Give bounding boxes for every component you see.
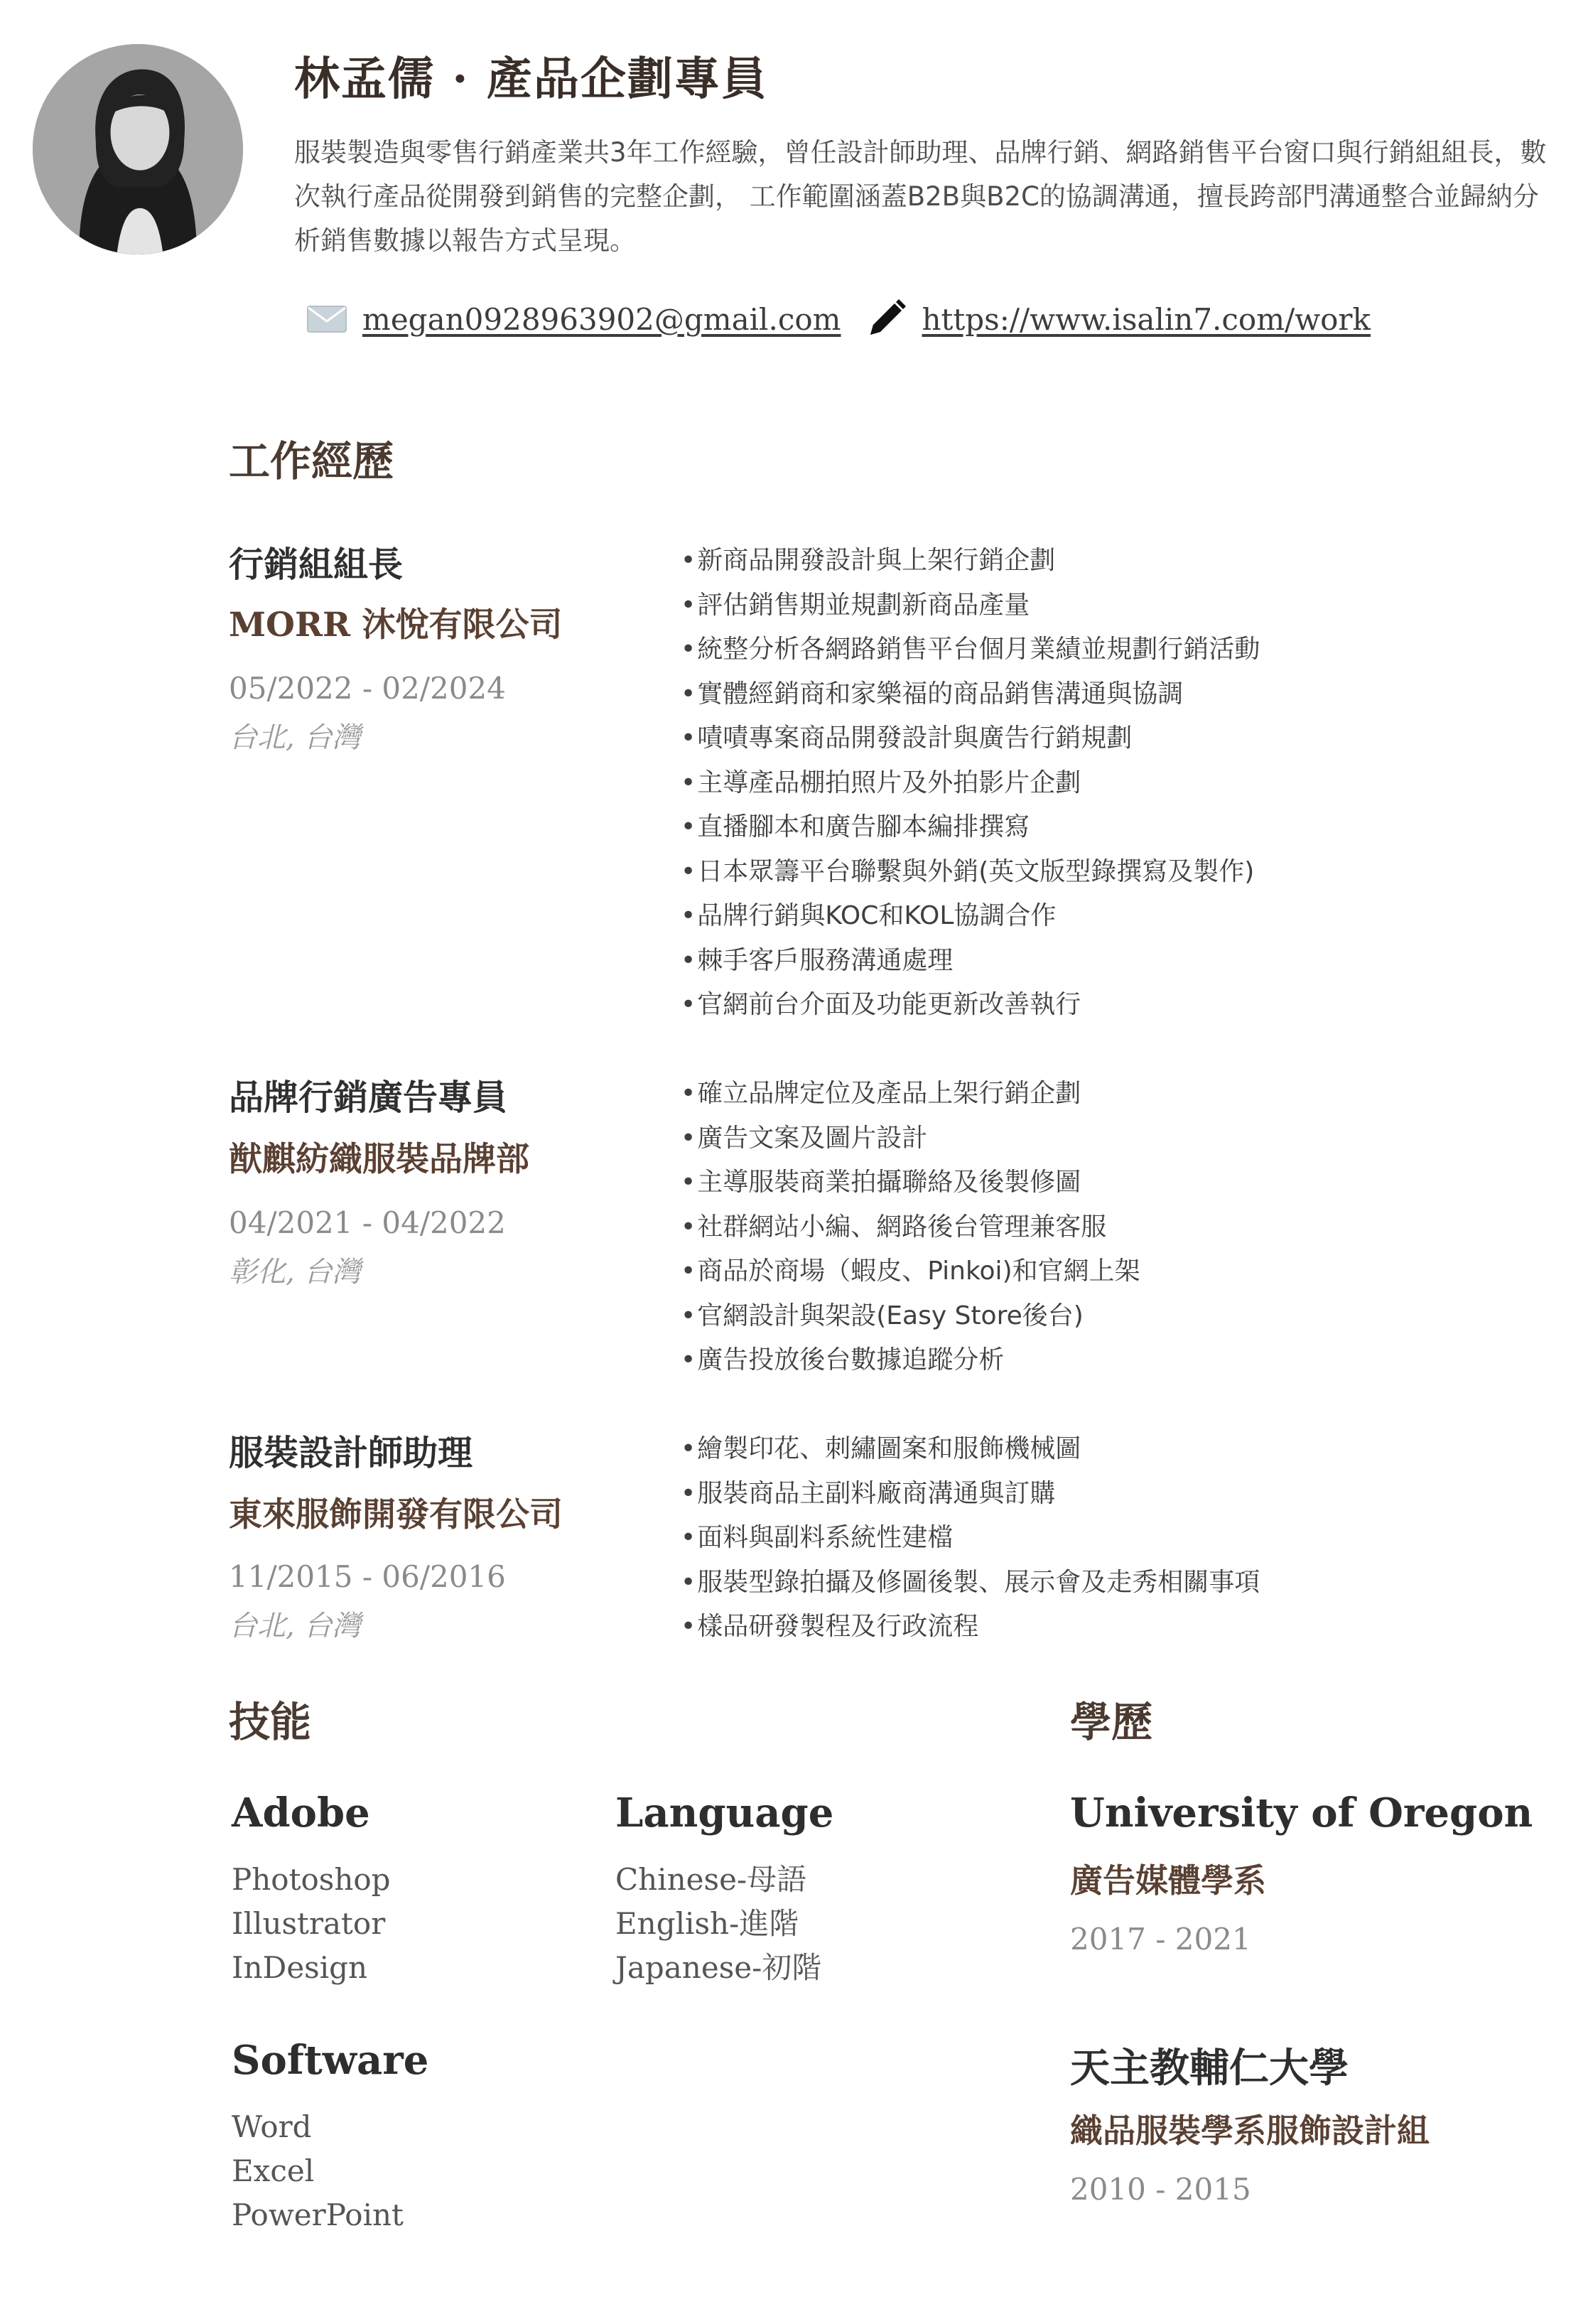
skill-list (615, 1858, 821, 1990)
skill-item: PowerPoint (232, 2197, 404, 2232)
contact-row (307, 294, 1371, 344)
job-dates: 04/2021 - 04/2022 (229, 1205, 506, 1240)
skill-group-title: Language (615, 1790, 834, 1836)
skills-heading: 技能 (229, 1698, 312, 1746)
job-dates: 11/2015 - 06/2016 (229, 1559, 506, 1594)
list-item: • 實體經銷商和家樂福的商品銷售溝通與協調 (681, 672, 1260, 717)
list-item: • 廣告文案及圖片設計 (681, 1117, 1140, 1161)
job-title: 品牌行銷廣告專員 (229, 1077, 508, 1118)
skill-item: Excel (232, 2153, 315, 2188)
job-location: 彰化, 台灣 (229, 1256, 361, 1289)
list-item: • 樣品研發製程及行政流程 (681, 1605, 1260, 1650)
job-company: 猷麒紡織服裝品牌部 (229, 1140, 529, 1179)
list-item: • 日本眾籌平台聯繫與外銷(英文版型錄撰寫及製作) (681, 850, 1260, 895)
skill-item: InDesign (232, 1950, 368, 1985)
website-link[interactable]: https://www.isalin7.com/work (922, 301, 1371, 337)
education-dates: 2010 - 2015 (1070, 2172, 1251, 2207)
list-item: • 面料與副料系統性建檔 (681, 1516, 1260, 1561)
job-responsibilities (681, 1072, 1140, 1383)
list-item: • 廣告投放後台數據追蹤分析 (681, 1338, 1140, 1383)
skill-list (232, 1858, 391, 1990)
list-item: • 直播腳本和廣告腳本編排撰寫 (681, 805, 1260, 850)
department-name: 廣告媒體學系 (1070, 1861, 1266, 1900)
skill-item: Chinese-母語 (615, 1862, 807, 1897)
list-item: • 棘手客戶服務溝通處理 (681, 939, 1260, 984)
email-link[interactable]: megan0928963902@gmail.com (362, 301, 841, 337)
list-item: • 嘖嘖專案商品開發設計與廣告行銷規劃 (681, 716, 1260, 761)
skill-item: Illustrator (232, 1906, 386, 1941)
list-item: • 官網前台介面及功能更新改善執行 (681, 983, 1260, 1028)
skill-item: English-進階 (615, 1906, 799, 1941)
list-item: • 新商品開發設計與上架行銷企劃 (681, 539, 1260, 583)
list-item: • 商品於商場（蝦皮、Pinkoi)和官網上架 (681, 1249, 1140, 1294)
name-title: 林孟儒 · 產品企劃專員 (294, 53, 768, 106)
list-item: • 社群網站小編、網路後台管理兼客服 (681, 1205, 1140, 1250)
skill-group-title: Software (232, 2037, 429, 2084)
list-item: • 主導產品棚拍照片及外拍影片企劃 (681, 761, 1260, 806)
job-company: 東來服飾開發有限公司 (229, 1495, 563, 1534)
job-responsibilities (681, 539, 1260, 1028)
education-dates: 2017 - 2021 (1070, 1922, 1251, 1957)
job-location: 台北, 台灣 (229, 721, 361, 754)
department-name: 織品服裝學系服飾設計組 (1070, 2111, 1430, 2150)
school-name: 天主教輔仁大學 (1070, 2045, 1349, 2092)
profile-photo (33, 44, 243, 254)
job-title: 服裝設計師助理 (229, 1432, 473, 1473)
skill-list (232, 2105, 404, 2237)
job-company: MORR 沐悅有限公司 (229, 606, 563, 645)
skill-item: Photoshop (232, 1862, 391, 1897)
list-item: • 服裝型錄拍攝及修圖後製、展示會及走秀相關事項 (681, 1561, 1260, 1605)
list-item: • 品牌行銷與KOC和KOL協調合作 (681, 894, 1260, 939)
job-title: 行銷組組長 (229, 544, 404, 585)
education-heading: 學歷 (1070, 1698, 1153, 1746)
list-item: • 評估銷售期並規劃新商品產量 (681, 583, 1260, 628)
job-responsibilities (681, 1427, 1260, 1650)
profile-summary: 服裝製造與零售行銷產業共3年工作經驗，曾任設計師助理、品牌行銷、網路銷售平台窗口與行銷組組長，數次執行產品從開發到銷售的完整企劃， 工作範圍涵蓋B2B與B2C的協調溝通，擅長跨部門溝通整合並歸納分析銷售數據以報告方式呈現。 (294, 137, 1547, 256)
school-name: University of Oregon (1070, 1790, 1533, 1836)
skill-item: Word (232, 2109, 312, 2144)
list-item: • 主導服裝商業拍攝聯絡及後製修圖 (681, 1161, 1140, 1205)
skill-group-title: Adobe (232, 1790, 370, 1836)
list-item: • 繪製印花、刺繡圖案和服飾機械圖 (681, 1427, 1260, 1472)
job-dates: 05/2022 - 02/2024 (229, 671, 506, 706)
list-item: • 確立品牌定位及產品上架行銷企劃 (681, 1072, 1140, 1117)
skill-item: Japanese-初階 (615, 1950, 822, 1985)
experience-heading: 工作經歷 (229, 437, 394, 485)
job-location: 台北, 台灣 (229, 1610, 361, 1642)
list-item: • 官網設計與架設(Easy Store後台) (681, 1294, 1140, 1339)
pencil-icon (865, 298, 907, 340)
envelope-icon (307, 306, 347, 333)
list-item: • 統整分析各網路銷售平台個月業績並規劃行銷活動 (681, 628, 1260, 672)
list-item: • 服裝商品主副料廠商溝通與訂購 (681, 1472, 1260, 1517)
